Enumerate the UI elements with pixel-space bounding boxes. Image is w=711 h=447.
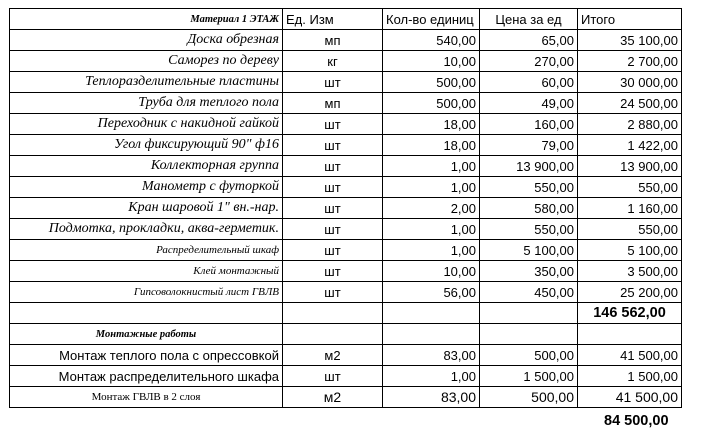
- item-unit: шт: [283, 135, 383, 156]
- table-row: [10, 30, 682, 51]
- item-total: 1 160,00: [578, 198, 682, 219]
- item-name: Труба для теплого пола: [10, 93, 283, 114]
- table-row: [10, 51, 682, 72]
- item-name: Теплоразделительные пластины: [10, 72, 283, 93]
- item-name: Кран шаровой 1" вн.-нар.: [10, 198, 283, 219]
- table-row: [10, 366, 682, 387]
- work-qty: 83,00: [383, 387, 480, 408]
- item-qty: 10,00: [383, 51, 480, 72]
- estimate-table: [9, 8, 682, 408]
- item-price: 49,00: [480, 93, 578, 114]
- item-price: 65,00: [480, 30, 578, 51]
- work-price: 500,00: [480, 387, 578, 408]
- item-name: Клей монтажный: [10, 261, 283, 282]
- item-qty: 2,00: [383, 198, 480, 219]
- item-qty: 500,00: [383, 72, 480, 93]
- materials-total-row: [10, 303, 682, 324]
- item-price: 550,00: [480, 219, 578, 240]
- works-header-row: [10, 324, 682, 345]
- item-unit: шт: [283, 198, 383, 219]
- header-unit: Ед. Изм: [283, 9, 383, 30]
- item-total: 1 422,00: [578, 135, 682, 156]
- work-price: 500,00: [480, 345, 578, 366]
- table-row: [10, 219, 682, 240]
- item-name: Угол фиксирующий 90" ф16: [10, 135, 283, 156]
- item-unit: шт: [283, 219, 383, 240]
- item-name: Переходник с накидной гайкой: [10, 114, 283, 135]
- work-qty: 1,00: [383, 366, 480, 387]
- item-total: 2 700,00: [578, 51, 682, 72]
- work-total: 41 500,00: [578, 345, 682, 366]
- item-qty: 10,00: [383, 261, 480, 282]
- empty-cell: [578, 324, 682, 345]
- item-name: Распределительный шкаф: [10, 240, 283, 261]
- item-price: 550,00: [480, 177, 578, 198]
- item-total: 3 500,00: [578, 261, 682, 282]
- item-price: 350,00: [480, 261, 578, 282]
- work-total: 41 500,00: [578, 387, 682, 408]
- empty-cell: [480, 303, 578, 324]
- table-row: [10, 282, 682, 303]
- work-unit: шт: [283, 366, 383, 387]
- header-price: Цена за ед: [480, 9, 578, 30]
- table-row: [10, 345, 682, 366]
- item-total: 24 500,00: [578, 93, 682, 114]
- item-qty: 56,00: [383, 282, 480, 303]
- estimate-sheet: [9, 8, 682, 408]
- item-price: 580,00: [480, 198, 578, 219]
- item-total: 13 900,00: [578, 156, 682, 177]
- item-unit: шт: [283, 261, 383, 282]
- header-row: [10, 9, 682, 30]
- item-unit: шт: [283, 156, 383, 177]
- work-unit: м2: [283, 345, 383, 366]
- work-unit: м2: [283, 387, 383, 408]
- table-row: [10, 72, 682, 93]
- item-name: Саморез по дереву: [10, 51, 283, 72]
- empty-cell: [480, 324, 578, 345]
- work-name: Монтаж ГВЛВ в 2 слоя: [10, 387, 283, 408]
- item-unit: шт: [283, 240, 383, 261]
- item-qty: 18,00: [383, 114, 480, 135]
- item-unit: шт: [283, 72, 383, 93]
- table-row: [10, 114, 682, 135]
- header-material: Материал 1 ЭТАЖ: [10, 9, 283, 30]
- item-total: 550,00: [578, 219, 682, 240]
- grand-total: 84 500,00: [604, 413, 669, 429]
- item-price: 60,00: [480, 72, 578, 93]
- item-price: 270,00: [480, 51, 578, 72]
- work-total: 1 500,00: [578, 366, 682, 387]
- item-qty: 540,00: [383, 30, 480, 51]
- table-row: [10, 156, 682, 177]
- table-row: [10, 177, 682, 198]
- item-total: 550,00: [578, 177, 682, 198]
- item-total: 2 880,00: [578, 114, 682, 135]
- item-price: 450,00: [480, 282, 578, 303]
- table-row: [10, 387, 682, 408]
- item-qty: 1,00: [383, 177, 480, 198]
- item-total: 25 200,00: [578, 282, 682, 303]
- item-name: Подмотка, прокладки, аква-герметик.: [10, 219, 283, 240]
- item-qty: 500,00: [383, 93, 480, 114]
- item-total: 30 000,00: [578, 72, 682, 93]
- table-row: [10, 135, 682, 156]
- work-price: 1 500,00: [480, 366, 578, 387]
- item-total: 5 100,00: [578, 240, 682, 261]
- empty-cell: [283, 303, 383, 324]
- empty-cell: [383, 324, 480, 345]
- item-name: Доска обрезная: [10, 30, 283, 51]
- item-name: Коллекторная группа: [10, 156, 283, 177]
- header-qty: Кол-во единиц: [383, 9, 480, 30]
- empty-cell: [383, 303, 480, 324]
- item-name: Манометр с футоркой: [10, 177, 283, 198]
- item-price: 79,00: [480, 135, 578, 156]
- empty-cell: [283, 324, 383, 345]
- item-price: 13 900,00: [480, 156, 578, 177]
- item-unit: мп: [283, 93, 383, 114]
- table-row: [10, 93, 682, 114]
- item-qty: 1,00: [383, 219, 480, 240]
- item-total: 35 100,00: [578, 30, 682, 51]
- item-unit: шт: [283, 177, 383, 198]
- table-row: [10, 261, 682, 282]
- item-unit: мп: [283, 30, 383, 51]
- item-qty: 18,00: [383, 135, 480, 156]
- work-name: Монтаж распределительного шкафа: [10, 366, 283, 387]
- item-price: 5 100,00: [480, 240, 578, 261]
- header-total: Итого: [578, 9, 682, 30]
- works-header: Монтажные работы: [10, 324, 283, 345]
- item-qty: 1,00: [383, 240, 480, 261]
- work-name: Монтаж теплого пола с опрессовкой: [10, 345, 283, 366]
- item-qty: 1,00: [383, 156, 480, 177]
- item-name: Гипсоволокнистый лист ГВЛВ: [10, 282, 283, 303]
- item-unit: шт: [283, 282, 383, 303]
- table-row: [10, 240, 682, 261]
- work-qty: 83,00: [383, 345, 480, 366]
- item-unit: шт: [283, 114, 383, 135]
- table-row: [10, 198, 682, 219]
- item-unit: кг: [283, 51, 383, 72]
- item-price: 160,00: [480, 114, 578, 135]
- empty-cell: [10, 303, 283, 324]
- materials-total: 146 562,00: [578, 303, 682, 324]
